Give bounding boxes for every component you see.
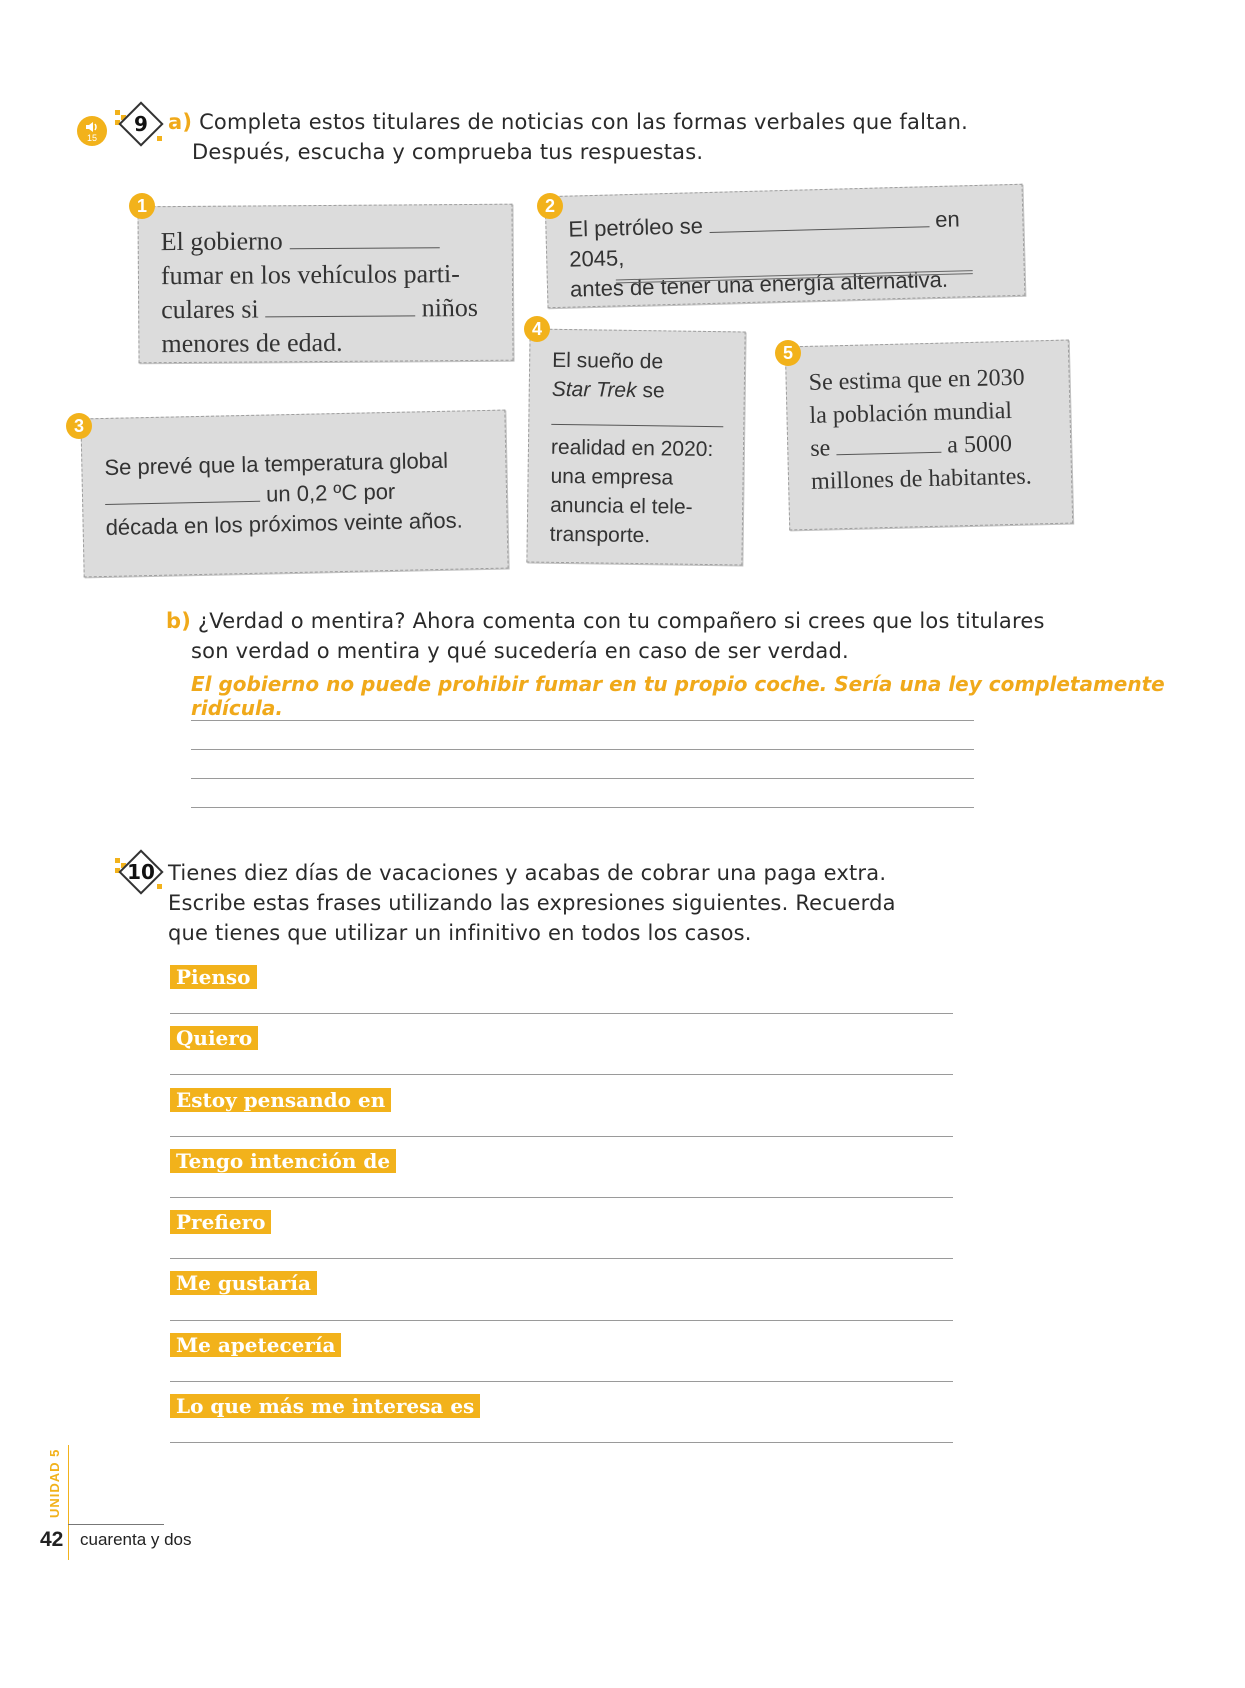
audio-track-badge[interactable] — [77, 116, 107, 146]
answer-line[interactable] — [170, 1136, 953, 1137]
answer-line[interactable] — [170, 1320, 953, 1321]
card-5-badge: 5 — [775, 340, 801, 366]
card-3-badge: 3 — [66, 413, 92, 439]
audio-track-number: 15 — [86, 133, 97, 143]
expression-tag: Prefiero — [170, 1210, 271, 1234]
headline-card-1: El gobierno fumar en los vehículos parti- culares si niños menores de edad. — [137, 204, 513, 364]
headline-card-4: El sueño de Star Trek se realidad en 2020: una empresa anuncia el tele- transporte. — [526, 329, 745, 566]
page-number: 42 — [40, 1528, 64, 1551]
page-number-words: cuarenta y dos — [80, 1530, 192, 1549]
expression-tag: Lo que más me interesa es — [170, 1394, 480, 1418]
answer-line[interactable] — [191, 749, 974, 750]
exercise-10-instruction: Tienes diez días de vacaciones y acabas de cobrar una paga extra. Escribe estas frases utilizando las expresiones siguientes. Recuerda que tienes que utilizar un infinitivo en todos los casos. — [168, 861, 896, 945]
answer-line[interactable] — [191, 778, 974, 779]
unit-label: UNIDAD 5 — [47, 1448, 62, 1518]
blank-field[interactable] — [265, 314, 415, 317]
exercise-10-number: 10 — [113, 852, 167, 896]
answer-line[interactable] — [191, 807, 974, 808]
answer-line[interactable] — [191, 720, 974, 721]
expression-tag: Tengo intención de — [170, 1149, 396, 1173]
headline-card-5: Se estima que en 2030 la población mundial se a 5000 millones de habitantes. — [785, 340, 1073, 531]
blank-field[interactable] — [289, 246, 439, 249]
expression-tag: Quiero — [170, 1026, 258, 1050]
expression-tag: Pienso — [170, 965, 257, 989]
expression-tag: Estoy pensando en — [170, 1088, 391, 1112]
exercise-9a-instruction: a) Completa estos titulares de noticias con las formas verbales que faltan. Después, escucha y comprueba tus respuestas. — [168, 110, 969, 164]
answer-line[interactable] — [170, 1197, 953, 1198]
part-b-label: b) — [166, 609, 192, 633]
expression-tag: Me gustaría — [170, 1271, 317, 1295]
headline-card-2: El petróleo se en 2045, antes de tener una energía alternativa. — [545, 184, 1026, 308]
blank-field[interactable] — [551, 423, 723, 427]
part-a-label: a) — [168, 110, 193, 134]
card-1-badge: 1 — [129, 193, 155, 219]
example-answer: El gobierno no puede prohibir fumar en tu propio coche. Sería una ley completamente ridícula. — [191, 672, 1165, 720]
blank-field[interactable] — [105, 500, 260, 505]
expression-tag: Me apetecería — [170, 1333, 341, 1357]
blank-field[interactable] — [836, 451, 941, 456]
answer-line[interactable] — [170, 1258, 953, 1259]
card-4-badge: 4 — [524, 316, 550, 342]
blank-field[interactable] — [709, 225, 929, 233]
answer-line[interactable] — [170, 1013, 953, 1014]
exercise-9b-instruction: b) ¿Verdad o mentira? Ahora comenta con tu compañero si crees que los titulares son verdad o mentira y qué sucedería en caso de ser verdad. — [166, 609, 1045, 663]
answer-line[interactable] — [170, 1074, 953, 1075]
exercise-9-number: 9 — [113, 104, 167, 148]
speaker-icon — [85, 121, 99, 133]
headline-card-3: Se prevé que la temperatura global un 0,2 ºC por década en los próximos veinte años. — [80, 410, 508, 578]
footer-rule — [68, 1524, 164, 1525]
answer-line[interactable] — [170, 1442, 953, 1443]
answer-line[interactable] — [170, 1381, 953, 1382]
footer-divider — [68, 1445, 69, 1560]
card-2-badge: 2 — [537, 193, 563, 219]
